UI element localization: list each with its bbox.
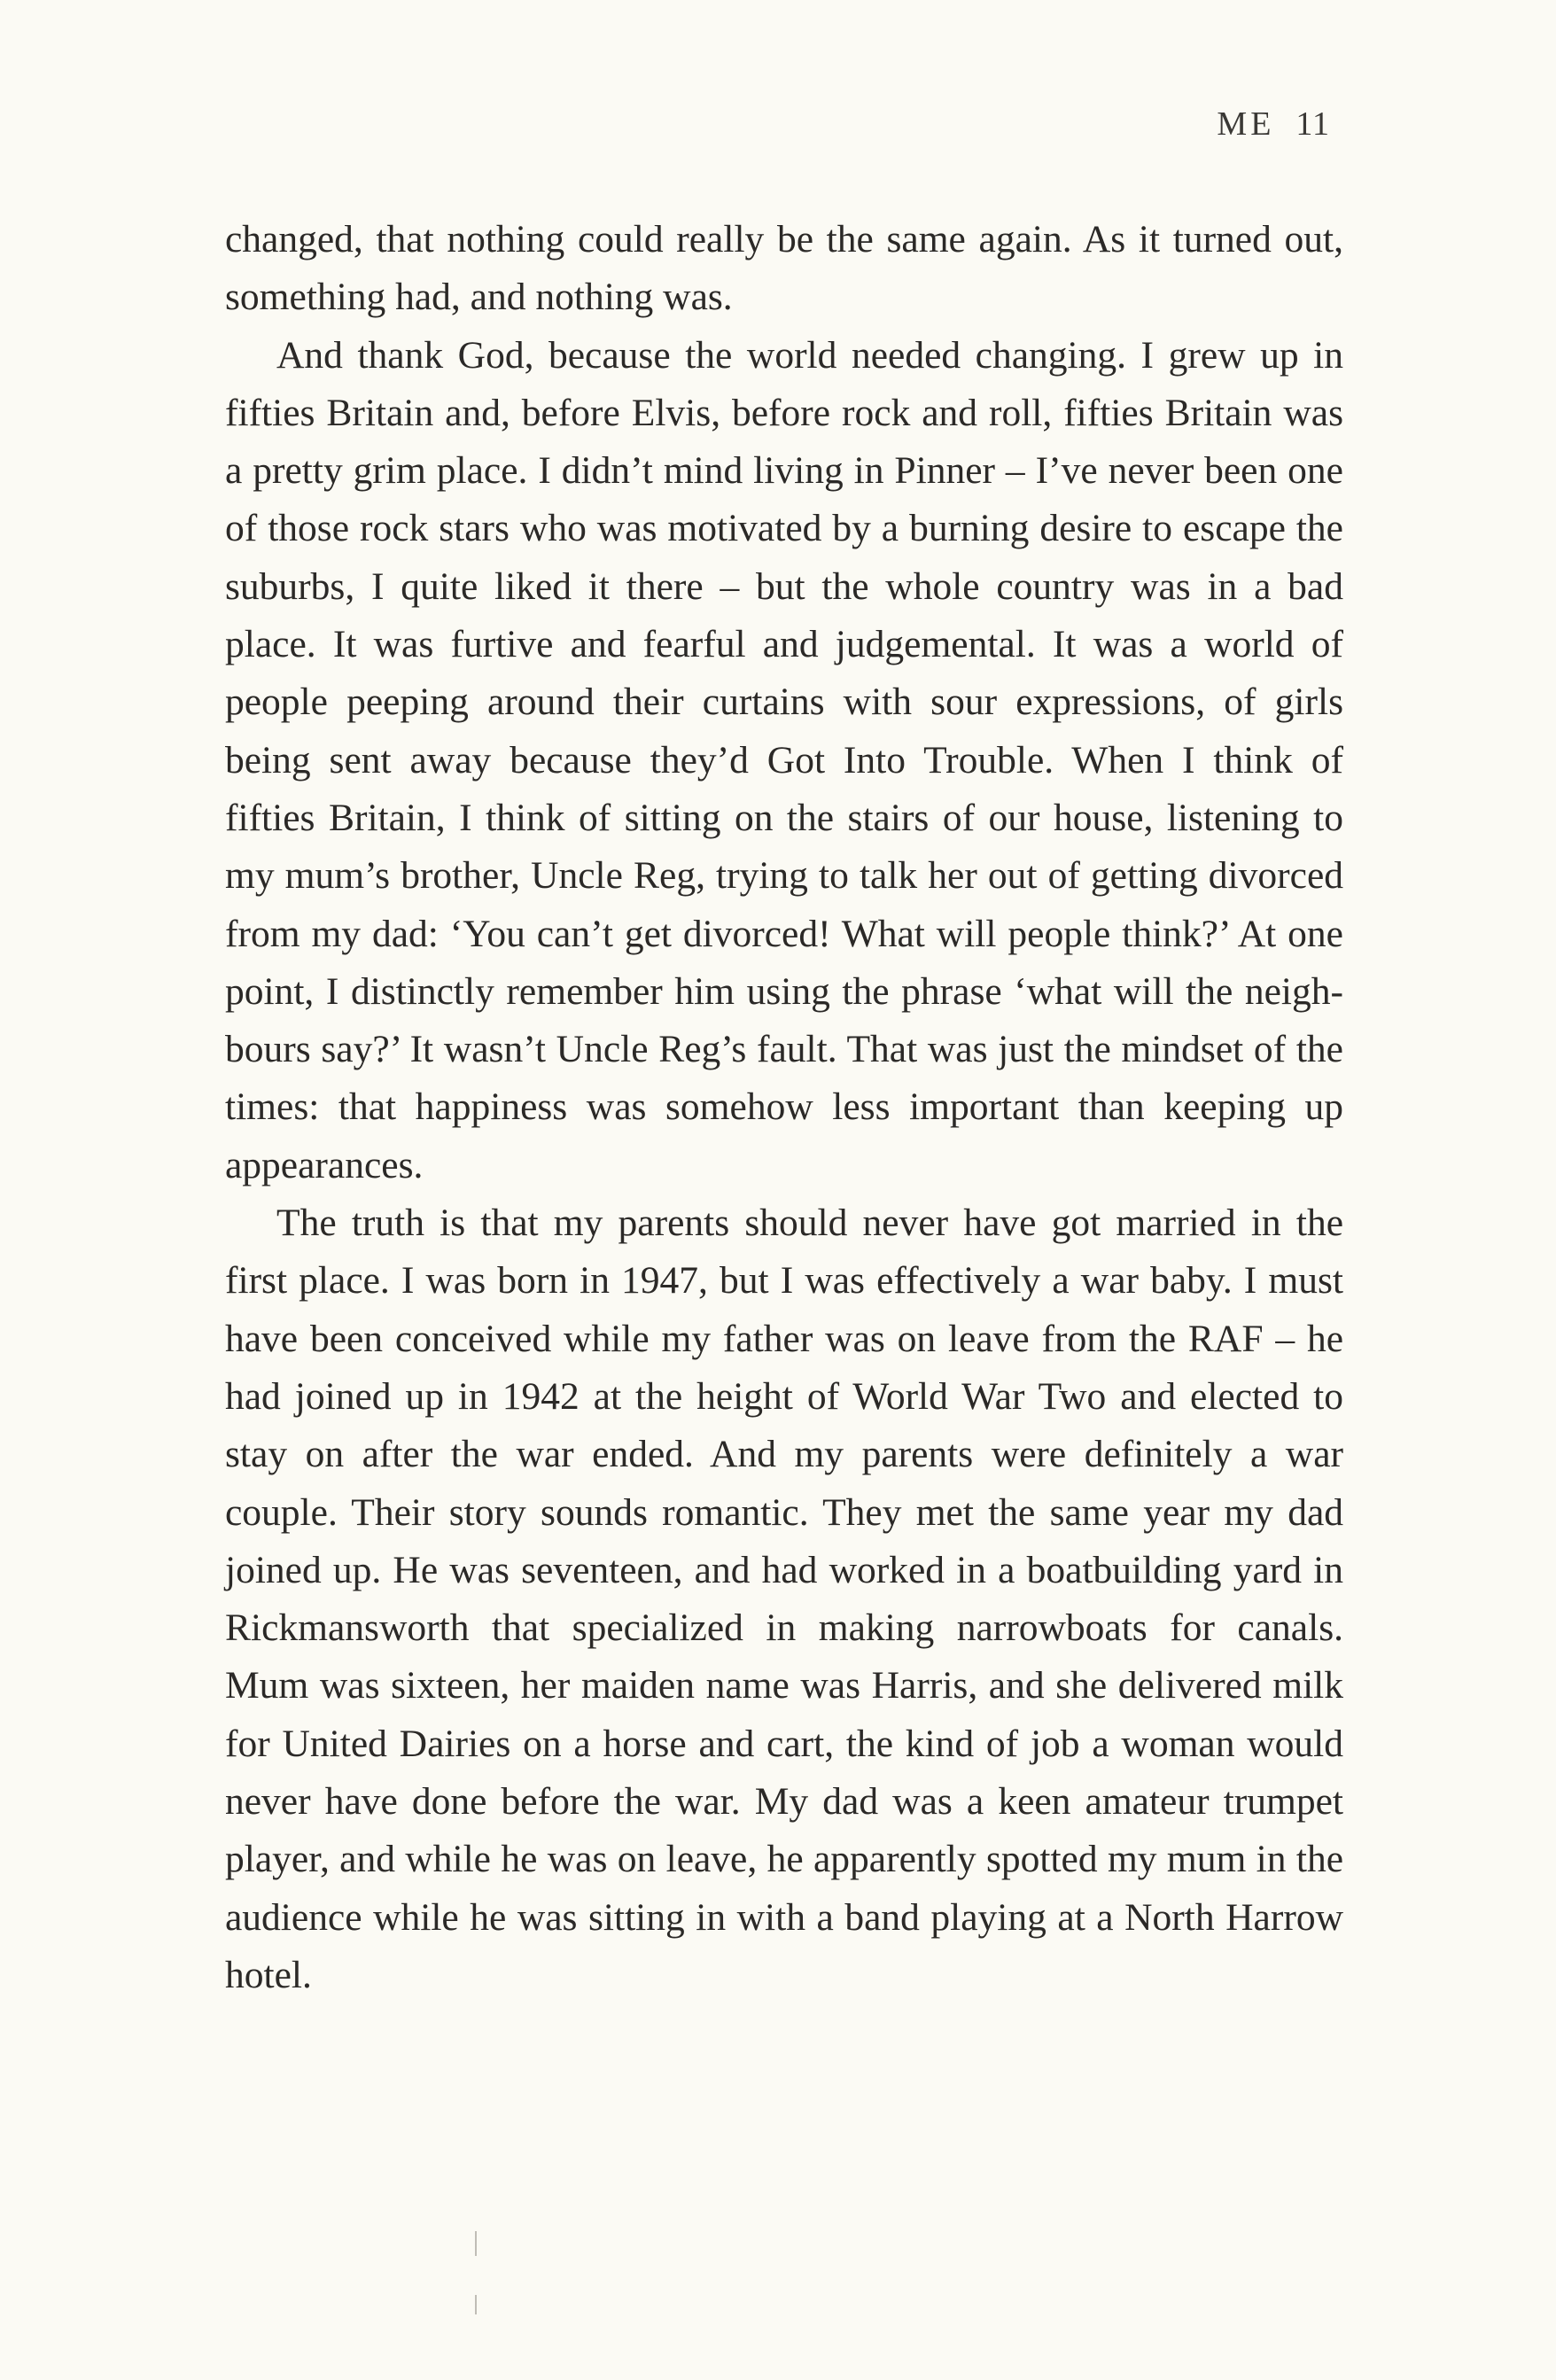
scan-mark <box>475 2231 477 2256</box>
section-title: ME <box>1217 105 1275 143</box>
running-head <box>1217 105 1330 144</box>
body-text <box>225 211 1343 2004</box>
paragraph-2: And thank God, because the world needed changing. I grew up in fifties Britain and, before Elvis, before rock and roll, fifties Britain was a pretty grim place. I didn’t mind living in Pinner – I’ve never been one of those rock stars who was motivated by a burning desire to escape the suburbs, I quite liked it there – but the whole country was in a bad place. It was furtive and fearful and judgemental. It was a world of people peeping around their curtains with sour expressions, of girls being sent away because they’d Got Into Trouble. When I think of fifties Britain, I think of sitting on the stairs of our house, listening to my mum’s brother, Uncle Reg, trying to talk her out of getting divorced from my dad: ‘You can’t get divorced! What will people think?’ At one point, I distinctly remember him using the phrase ‘what will the neighbours say?’ It wasn’t Uncle Reg’s fault. That was just the mindset of the times: that happiness was somehow less important than keeping up appearances. <box>225 333 1343 1186</box>
paragraph-1: changed, that nothing could really be the same again. As it turned out, something had, and nothing was. <box>225 218 1343 319</box>
paragraph-3: The truth is that my parents should never have got married in the first place. I was born in 1947, but I was effectively a war baby. I must have been conceived while my father was on leave from the RAF – he had joined up in 1942 at the height of World War Two and elected to stay on after the war ended. And my parents were definitely a war couple. Their story sounds romantic. They met the same year my dad joined up. He was seventeen, and had worked in a boatbuilding yard in Rickmansworth that specialized in making narrowboats for canals. Mum was sixteen, her maiden name was Harris, and she delivered milk for United Dairies on a horse and cart, the kind of job a woman would never have done before the war. My dad was a keen amateur trumpet player, and while he was on leave, he apparently spotted my mum in the audience while he was sitting in with a band playing at a North Harrow hotel. <box>225 1202 1343 1996</box>
page-number: 11 <box>1295 105 1330 143</box>
scan-mark <box>475 2295 477 2314</box>
